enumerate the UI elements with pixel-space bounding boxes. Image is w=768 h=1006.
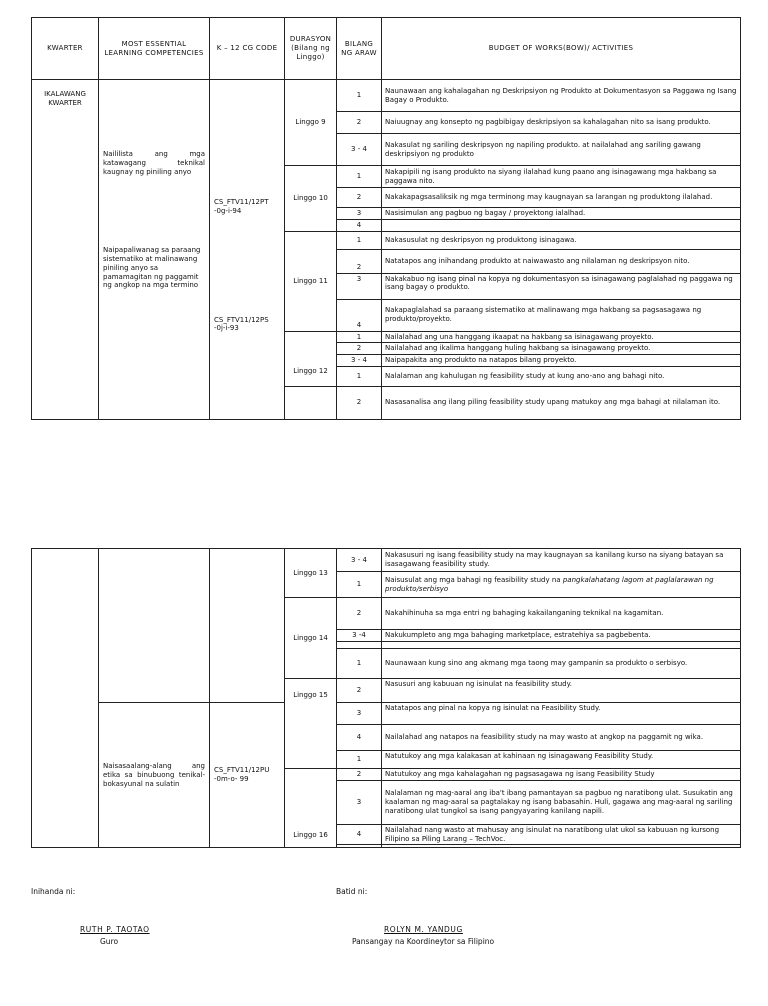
header-durasyon: DURASYON (Bilang ng Linggo) bbox=[285, 18, 337, 80]
day-cell: 3 - 4 bbox=[337, 355, 382, 367]
code-empty-cell bbox=[210, 549, 285, 703]
day-cell: 3 bbox=[337, 780, 382, 824]
activity-cell: Nasasanalisa ang ilang piling feasibility study upang matukoy ang mga bahagi at nilalaman ito. bbox=[382, 386, 741, 419]
activity-cell: Nakakapagsasaliksik ng mga terminong may kaugnayan sa larangan ng produktong ilalahad. bbox=[382, 188, 741, 208]
day-cell: 1 bbox=[337, 366, 382, 386]
day-cell: 2 bbox=[337, 188, 382, 208]
day-cell: 3 bbox=[337, 208, 382, 220]
activity-cell: Nailalahad nang wasto at mahusay ang isinulat na naratibong ulat ukol sa kabuuan ng kursong Filipino sa Piling Larang – TechVoc. bbox=[382, 824, 741, 845]
week-11: Linggo 11 bbox=[285, 231, 337, 331]
activity-cell: Nalalaman ng mag-aaral ang iba't ibang pamantayan sa pagbuo ng naratibong ulat. Susukatin ang kaalaman ng mag-aaral sa pagtalakay ng isang babasahin. Huli, gagawa ang mag-aaral ng sariling naratibong ulat tungkol sa isang pangyayaring kanilang napili. bbox=[382, 780, 741, 824]
code-1: CS_FTV11/12PT -0g-i-94 bbox=[214, 198, 269, 215]
week-15: Linggo 15 bbox=[285, 679, 337, 769]
competency-3: Naisasaalang-alang ang etika sa binubuong tenikal-bokasyunal na sulatin bbox=[99, 703, 210, 848]
code-2: CS_FTV11/12PS -0j-i-93 bbox=[214, 315, 269, 333]
activity-cell: Nailalahad ang ikalima hanggang huling hakbang sa isinagawang proyekto. bbox=[382, 343, 741, 355]
day-cell: 1 bbox=[337, 166, 382, 188]
day-cell: 3 - 4 bbox=[337, 549, 382, 572]
header-kwarter: KWARTER bbox=[32, 18, 99, 80]
activity-cell: Nakakabuo ng isang pinal na kopya ng dokumentasyon sa isinagawang paglalahad ng paggawa ng isang bagay o produkto. bbox=[382, 273, 741, 299]
activity-cell: Nakasusuri ng isang feasibility study na may kaugnayan sa kanilang kurso na siyang batayan sa isasagawang feasibility study. bbox=[382, 549, 741, 572]
competency-empty-cell bbox=[99, 549, 210, 703]
activity-cell: Nasusuri ang kabuuan ng isinulat na feasibility study. bbox=[382, 679, 741, 703]
day-cell: 1 bbox=[337, 572, 382, 598]
prepared-by-title: Guro bbox=[100, 937, 119, 946]
week-empty-cell bbox=[285, 386, 337, 419]
activity-cell: Nailalahad ang una hanggang ikaapat na hakbang sa isinagawang proyekto. bbox=[382, 331, 741, 343]
day-cell: 1 bbox=[337, 751, 382, 769]
competency-1: Naililista ang mga katawagang teknikal kaugnay ng piniling anyo bbox=[103, 150, 205, 176]
quarter-cell: IKALAWANG KWARTER bbox=[32, 80, 99, 420]
code-cell bbox=[210, 80, 285, 420]
activity-cell: Nalalaman ang kahulugan ng feasibility study at kung ano-ano ang bahagi nito. bbox=[382, 366, 741, 386]
bow-table-page-1 bbox=[31, 17, 741, 420]
header-cg-code: K – 12 CG CODE bbox=[210, 18, 285, 80]
day-cell: 3 - 4 bbox=[337, 134, 382, 166]
day-cell: 3 -4 bbox=[337, 630, 382, 642]
day-cell: 2 bbox=[337, 343, 382, 355]
week-9: Linggo 9 bbox=[285, 80, 337, 166]
day-cell: 4 bbox=[337, 824, 382, 845]
prepared-by-label: Inihanda ni: bbox=[31, 887, 76, 896]
activity-cell bbox=[382, 219, 741, 231]
day-empty-cell bbox=[337, 845, 382, 848]
activity-cell bbox=[382, 572, 741, 598]
header-melc: MOST ESSENTIAL LEARNING COMPETENCIES bbox=[99, 18, 210, 80]
noted-by-name: ROLYN M. YANDUG bbox=[384, 925, 463, 934]
activity-empty-cell bbox=[382, 642, 741, 649]
header-budget: BUDGET OF WORKS(BOW)/ ACTIVITIES bbox=[382, 18, 741, 80]
activity-text: Naisusulat ang mga bahagi ng feasibility study na bbox=[385, 575, 561, 584]
activity-cell: Naipapakita ang produkto na natapos bilang proyekto. bbox=[382, 355, 741, 367]
activity-cell: Nakapipili ng isang produkto na siyang ilalahad kung paano ang isinagawang mga hakbang sa paggawa nito. bbox=[382, 166, 741, 188]
activity-cell: Natatapos ang inihandang produkto at naiwawasto ang nilalaman ng deskripsyon nito. bbox=[382, 249, 741, 273]
activity-empty-cell bbox=[382, 845, 741, 848]
activity-emphasis: pangkalahatang lagom at paglalarawan ng produkto/serbisyo bbox=[385, 575, 714, 593]
quarter-empty-cell bbox=[32, 549, 99, 848]
header-row bbox=[32, 18, 741, 80]
day-cell: 2 bbox=[337, 769, 382, 781]
prepared-by-name: RUTH P. TAOTAO bbox=[80, 925, 150, 934]
activity-cell: Natutukoy ang mga kahalagahan ng pagsasagawa ng isang Feasibility Study bbox=[382, 769, 741, 781]
competency-2: Naipapaliwanag sa paraang sistematiko at malinawang piniling anyo sa pamamagitan ng paggamit ng angkop na mga termino bbox=[103, 246, 201, 290]
day-cell: 2 bbox=[337, 598, 382, 630]
day-cell: 1 bbox=[337, 331, 382, 343]
header-bilang: BILANG NG ARAW bbox=[337, 18, 382, 80]
day-cell: 2 bbox=[337, 112, 382, 134]
noted-by-label: Batid ni: bbox=[336, 887, 368, 896]
table-row bbox=[32, 549, 741, 572]
day-cell: 2 bbox=[337, 679, 382, 703]
activity-cell: Nailalahad ang natapos na feasibility study na may wasto at angkop na paggamit ng wika. bbox=[382, 725, 741, 751]
day-cell: 3 bbox=[337, 273, 382, 299]
day-cell: 3 bbox=[337, 703, 382, 725]
day-cell: 1 bbox=[337, 231, 382, 249]
week-13: Linggo 13 bbox=[285, 549, 337, 598]
activity-cell: Nakasusulat ng deskripsyon ng produktong isinagawa. bbox=[382, 231, 741, 249]
noted-by-title: Pansangay na Koordineytor sa Filipino bbox=[352, 937, 495, 946]
activity-cell: Naiuugnay ang konsepto ng pagbibigay deskripsiyon sa kahalagahan nito sa isang produkto. bbox=[382, 112, 741, 134]
day-cell: 1 bbox=[337, 80, 382, 112]
table-row bbox=[32, 703, 741, 725]
activity-cell: Nakukumpleto ang mga bahaging marketplace, estratehiya sa pagbebenta. bbox=[382, 630, 741, 642]
day-cell: 2 bbox=[337, 249, 382, 273]
competency-cell bbox=[99, 80, 210, 420]
activity-cell: Naunawaan ang kahalagahan ng Deskripsiyon ng Produkto at Dokumentasyon sa Paggawa ng Isang Bagay o Produkto. bbox=[382, 80, 741, 112]
activity-cell: Natutukoy ang mga kalakasan at kahinaan ng isinagawang Feasibility Study. bbox=[382, 751, 741, 769]
day-cell: 4 bbox=[337, 299, 382, 331]
activity-cell: Nakasulat ng sariling deskripsyon ng napiling produkto. at nailalahad ang sariling gawang deskripsiyon ng produkto bbox=[382, 134, 741, 166]
week-10: Linggo 10 bbox=[285, 166, 337, 232]
activity-cell: Nakapaglalahad sa paraang sistematiko at malinawang mga hakbang sa pagsasagawa ng produkto/proyekto. bbox=[382, 299, 741, 331]
day-cell: 2 bbox=[337, 386, 382, 419]
activity-cell: Nakahihinuha sa mga entri ng bahaging kakailanganing teknikal na kagamitan. bbox=[382, 598, 741, 630]
week-14: Linggo 14 bbox=[285, 598, 337, 679]
week-12: Linggo 12 bbox=[285, 331, 337, 386]
day-cell: 4 bbox=[337, 725, 382, 751]
table-row bbox=[32, 80, 741, 112]
activity-cell: Natatapos ang pinal na kopya ng isinulat na Feasibility Study. bbox=[382, 703, 741, 725]
activity-cell: Naunawaan kung sino ang akmang mga taong may gampanin sa produkto o serbisyo. bbox=[382, 649, 741, 679]
day-cell: 4 bbox=[337, 219, 382, 231]
day-cell: 1 bbox=[337, 649, 382, 679]
week-16: Linggo 16 bbox=[285, 769, 337, 848]
activity-cell: Nasisimulan ang pagbuo ng bagay / proyektong ialalhad. bbox=[382, 208, 741, 220]
day-empty-cell bbox=[337, 642, 382, 649]
bow-table-page-2 bbox=[31, 548, 741, 848]
code-3: CS_FTV11/12PU -0m-o- 99 bbox=[210, 703, 285, 848]
